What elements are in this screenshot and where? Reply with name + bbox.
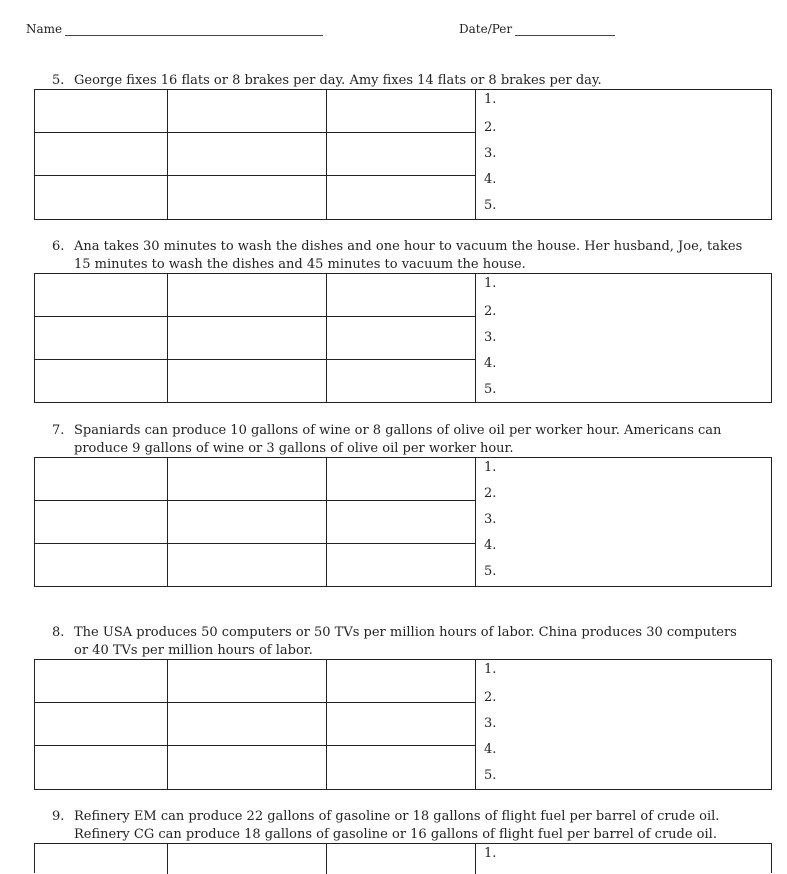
answer-label: 2. (484, 304, 497, 319)
table-cell[interactable] (327, 746, 476, 790)
question-text: Ana takes 30 minutes to wash the dishes and one hour to vacuum the house. Her husband, Joe, takes 15 minutes to wash the dishes and 45 minutes to vacuum the house. (74, 239, 743, 272)
answer-label: 3. (484, 146, 497, 161)
table-cell[interactable] (327, 660, 476, 703)
table-cell[interactable] (327, 844, 476, 874)
table-cell[interactable] (168, 90, 327, 133)
answer-label: 1. (484, 92, 497, 107)
answer-label: 4. (484, 538, 497, 553)
table-cell[interactable] (168, 703, 327, 746)
answer-label: 5. (484, 768, 497, 783)
table-cell[interactable] (35, 844, 168, 874)
answer-label: 1. (484, 662, 497, 677)
table-cell[interactable] (35, 176, 168, 220)
answer-table-9 (34, 843, 772, 873)
table-cell[interactable] (327, 458, 476, 501)
date-per-label: Date/Per (459, 22, 513, 36)
answer-label: 5. (484, 382, 497, 397)
table-cell[interactable] (327, 274, 476, 317)
answer-table-6 (34, 273, 772, 403)
name-field[interactable] (26, 22, 323, 36)
answer-table-5 (34, 89, 772, 220)
question-number: 6. (52, 239, 65, 254)
table-cell[interactable] (35, 703, 168, 746)
table-cell[interactable] (327, 544, 476, 587)
table-cell[interactable] (327, 703, 476, 746)
name-blank-line[interactable] (65, 25, 323, 36)
table-cell[interactable] (35, 501, 168, 544)
question-text: George fixes 16 flats or 8 brakes per day. Amy fixes 14 flats or 8 brakes per day. (74, 73, 602, 88)
table-cell[interactable] (168, 458, 327, 501)
table-cell[interactable] (168, 360, 327, 403)
answer-label: 3. (484, 512, 497, 527)
table-cell[interactable] (35, 317, 168, 360)
answer-label: 1. (484, 460, 497, 475)
question-number: 5. (52, 73, 65, 88)
answer-label: 3. (484, 716, 497, 731)
answer-table-7 (34, 457, 772, 587)
question-number: 8. (52, 625, 65, 640)
table-cell[interactable] (35, 544, 168, 587)
table-cell[interactable] (168, 133, 327, 176)
question-text: The USA produces 50 computers or 50 TVs per million hours of labor. China produces 30 computers or 40 TVs per million hours of labor. (74, 625, 737, 658)
answer-label: 2. (484, 690, 497, 705)
table-cell[interactable] (168, 176, 327, 220)
table-cell[interactable] (168, 844, 327, 874)
answer-label: 4. (484, 742, 497, 757)
table-cell[interactable] (168, 501, 327, 544)
table-cell[interactable] (168, 660, 327, 703)
answer-label: 3. (484, 330, 497, 345)
question-text: Refinery EM can produce 22 gallons of gasoline or 18 gallons of flight fuel per barrel of crude oil. Refinery CG can produce 18 gallons of gasoline or 16 gallons of flight fuel per barrel of crude oil. (74, 809, 720, 842)
answer-label: 4. (484, 172, 497, 187)
question-number: 7. (52, 423, 65, 438)
table-cell[interactable] (327, 360, 476, 403)
table-cell[interactable] (35, 360, 168, 403)
answer-label: 5. (484, 198, 497, 213)
table-cell[interactable] (35, 660, 168, 703)
table-cell[interactable] (35, 458, 168, 501)
table-cell[interactable] (168, 746, 327, 790)
date-per-blank-line[interactable] (515, 25, 615, 36)
table-cell[interactable] (327, 133, 476, 176)
table-cell[interactable] (327, 90, 476, 133)
question-text: Spaniards can produce 10 gallons of wine or 8 gallons of olive oil per worker hour. Americans can produce 9 gallons of wine or 3 gallons of olive oil per worker hour. (74, 423, 722, 456)
table-cell[interactable] (35, 746, 168, 790)
answer-label: 1. (484, 276, 497, 291)
answer-label: 2. (484, 486, 497, 501)
answer-label: 1. (484, 846, 497, 861)
answer-label: 2. (484, 120, 497, 135)
table-cell[interactable] (327, 176, 476, 220)
question-number: 9. (52, 809, 65, 824)
table-cell[interactable] (35, 274, 168, 317)
table-cell[interactable] (35, 133, 168, 176)
answer-label: 5. (484, 564, 497, 579)
table-cell[interactable] (168, 274, 327, 317)
table-cell[interactable] (168, 317, 327, 360)
date-per-field[interactable] (459, 22, 615, 36)
name-label: Name (26, 22, 63, 36)
table-cell[interactable] (327, 501, 476, 544)
table-cell[interactable] (327, 317, 476, 360)
table-cell[interactable] (168, 544, 327, 587)
answer-label: 4. (484, 356, 497, 371)
table-cell[interactable] (35, 90, 168, 133)
answer-table-8 (34, 659, 772, 790)
